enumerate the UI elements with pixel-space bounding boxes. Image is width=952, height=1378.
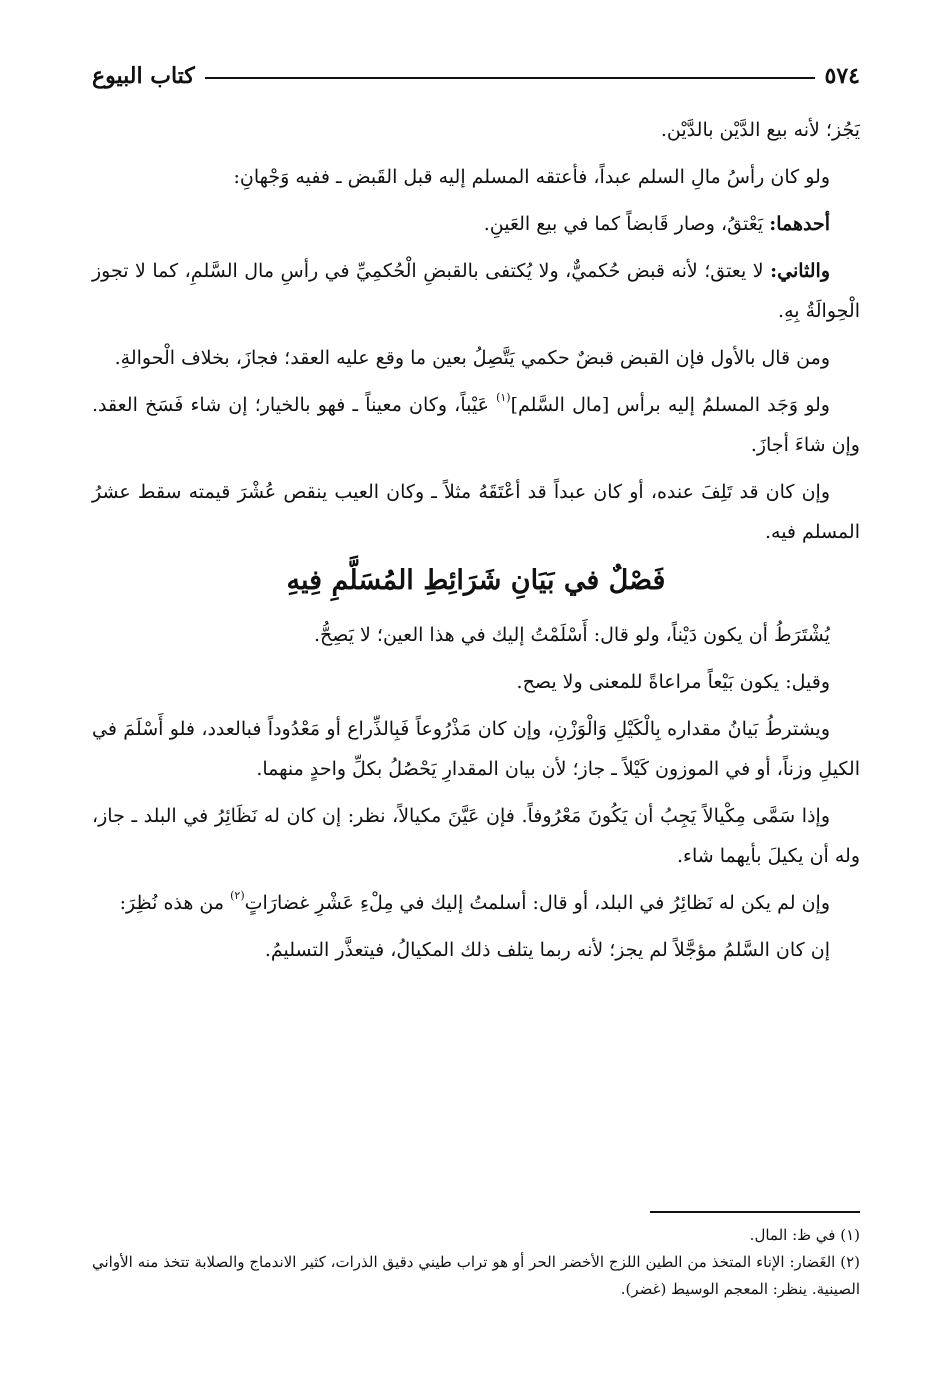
paragraph-6 [92, 385, 860, 465]
footnotes [92, 1222, 860, 1303]
footnote-1: (١) في ظ: المال. [749, 1226, 860, 1244]
footnote-2: (٢) الغَضار: الإناء المتخذ من الطين اللزج الأخضر الحر أو هو تراب طيني دقيق الذرات، كثير الاندماج والصلابة تتخذ منه الأواني الصينية. ينظر: المعجم الوسيط (غضر). [92, 1253, 860, 1298]
paragraph-8: يُشْتَرَطُ أن يكون دَيْناً، ولو قال: أَسْلَمْتُ إليك في هذا العين؛ لا يَصِحُّ. [313, 624, 830, 646]
paragraph-6-part-b: عَيْباً، وكان معيناً ـ فهو بالخيار؛ إن شاء فَسَخ العقد. وإن شاءَ أجازَ. [92, 394, 860, 456]
footnote-divider [650, 1211, 860, 1213]
page-header [92, 58, 860, 94]
paragraph-2: ولو كان رأسُ مالِ السلم عبداً، فأعتقه المسلم إليه قبل القَبض ـ ففيه وَجْهانِ: [233, 166, 830, 188]
paragraph-12-part-b: من هذه نُظِرَ: [119, 892, 231, 914]
paragraph-3-text: يَعْتقُ، وصار قَابضاً كما في بيع العَينِ. [483, 213, 770, 235]
running-title: كتاب البيوع [92, 63, 195, 89]
page-number: ٥٧٤ [824, 63, 860, 89]
paragraph-5: ومن قال بالأول فإن القبض قبضٌ حكمي يَتَّصِلُ بعين ما وقع عليه العقد؛ فجازَ، بخلاف الْحوالةِ. [114, 347, 830, 369]
paragraph-7: وإن كان قد تَلِفَ عنده، أو كان عبداً قد أعْتَقَهُ مثلاً ـ وكان العيب ينقص عُشْرَ قيمته سقط عشرُ المسلم فيه. [92, 481, 860, 543]
paragraph-3 [92, 204, 860, 244]
paragraph-6-part-a: ولو وَجَد المسلمُ إليه برأس [مال السَّلم] [510, 394, 830, 416]
paragraph-4-lead: والثاني: [770, 260, 830, 282]
header-rule [205, 77, 815, 79]
paragraph-11: وإذا سَمَّى مِكْيالاً يَجِبُ أن يَكُونَ مَعْرُوفاً. فإن عَيَّنَ مكيالاً، نظر: إن كان له نَظَائِرُ في البلد ـ جاز، وله أن يكيلَ بأيهما شاء. [92, 805, 860, 867]
paragraph-1: يَجُز؛ لأنه بيع الدَّيْن بالدَّيْن. [660, 119, 860, 141]
paragraph-12-part-a: وإن لم يكن له نَظائِرُ في البلد، أو قال: أسلمتُ إليك في مِلْءِ عَشْرِ غضارَاتٍ [244, 892, 830, 914]
paragraph-4 [92, 251, 860, 331]
paragraph-13: إن كان السَّلمُ مؤجَّلاً لم يجز؛ لأنه ربما يتلف ذلك المكيالُ، فيتعذَّر التسليمُ. [264, 939, 830, 961]
main-text [92, 110, 860, 977]
footnote-ref-2[interactable]: (٢) [230, 888, 245, 902]
paragraph-10: ويشترطُ بَيانُ مقداره بِالْكَيْلِ وَالْوَزْنِ، وإن كان مَذْرُوعاً فَبِالذِّراع أو مَعْدُوداً فبالعدد، فلو أَسْلَمَ في الكيلِ وزناً، أو في الموزون كَيْلاً ـ جاز؛ لأن بيان المقدارِ يَحْصُلُ بكلِّ واحدٍ منهما. [92, 718, 860, 780]
footnote-ref-1[interactable]: (١) [496, 390, 511, 404]
paragraph-4-text: لا يعتق؛ لأنه قبض حُكميٌّ، ولا يُكتفى بالقبضِ الْحُكمِيِّ في رأسِ مال السَّلمِ، كما لا تجوز الْحِوالَةُ بِهِ. [92, 260, 860, 322]
paragraph-3-lead: أحدهما: [769, 213, 830, 235]
paragraph-9: وقيل: يكون بَيْعاً مراعاةً للمعنى ولا يصح. [516, 671, 830, 693]
section-heading: فَصْلٌ في بَيَانِ شَرَائِطِ المُسَلَّمِ فِيهِ [286, 565, 666, 596]
paragraph-12 [92, 883, 860, 923]
